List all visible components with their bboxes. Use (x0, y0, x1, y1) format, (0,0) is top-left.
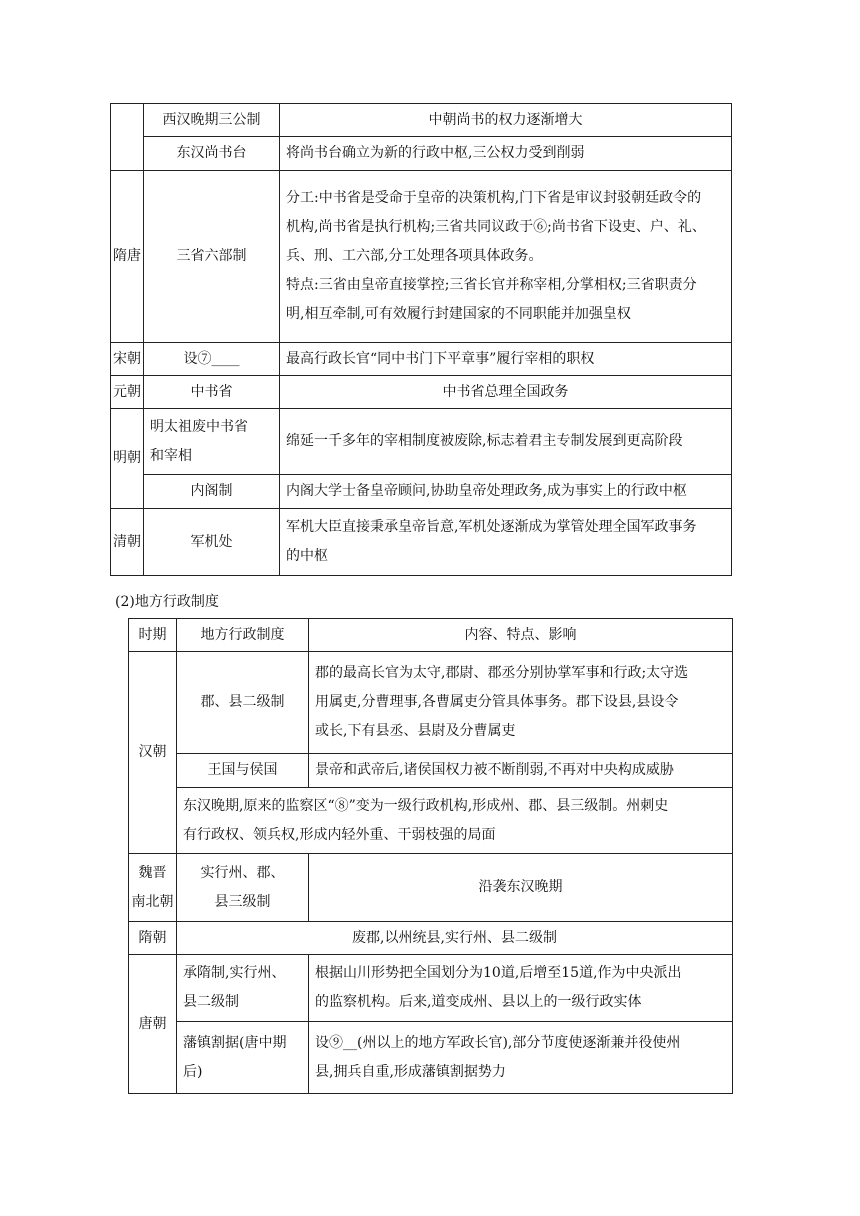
column-header: 地方行政制度 (177, 619, 309, 652)
text-line: 县三级制 (214, 893, 271, 910)
system-cell: 中书省 (144, 376, 280, 409)
text-line: 藩镇割据(唐中期 (183, 1034, 287, 1051)
table-row (129, 922, 733, 955)
table-row (129, 955, 733, 1022)
system-cell: 西汉晚期三公制 (144, 104, 280, 137)
period-cell: 隋唐 (111, 171, 144, 343)
content-cell: 绵延一千多年的宰相制度被废除,标志着君主专制发展到更高阶段 (280, 409, 732, 475)
text-line: 魏晋 (138, 864, 167, 881)
content-cell: 最高行政长官“同中书门下平章事”履行宰相的职权 (280, 343, 732, 376)
column-header: 时期 (129, 619, 177, 652)
table-row (129, 652, 733, 754)
text-line: 根据山川形势把全国划分为10道,后增至15道,作为中央派出 (315, 965, 682, 981)
content-cell: 将尚书台确立为新的行政中枢,三公权力受到削弱 (280, 137, 732, 171)
text-line: 设⑨__(州以上的地方军政长官),部分节度使逐渐兼并役使州 (315, 1034, 681, 1051)
text-line: 郡的最高长官为太守,郡尉、郡丞分别协掌军事和行政;太守选 (315, 665, 689, 681)
content-cell (309, 955, 733, 1022)
period-cell: 隋朝 (129, 922, 177, 955)
content-cell: 中朝尚书的权力逐渐增大 (280, 104, 732, 137)
text-line: 的监察机构。后来,道变成州、县以上的一级行政实体 (315, 994, 642, 1010)
system-cell (177, 854, 309, 922)
text-line: 承隋制,实行州、 (183, 965, 286, 981)
text-line: 军机大臣直接秉承皇帝旨意,军机处逐渐成为掌管处理全国军政事务 (286, 519, 697, 535)
table-row (129, 754, 733, 788)
period-cell: 唐朝 (129, 955, 177, 1094)
content-cell: 废郡,以州统县,实行州、县二级制 (177, 922, 733, 955)
table-row (111, 376, 732, 409)
table-row (111, 343, 732, 376)
text-line: 南北朝 (131, 893, 174, 910)
content-cell (177, 788, 733, 854)
table-row (129, 1022, 733, 1094)
text-line: 兵、刑、工六部,分工处理各项具体政务。 (286, 248, 543, 264)
table-row (111, 475, 732, 509)
period-cell: 清朝 (111, 509, 144, 576)
content-cell: 中书省总理全国政务 (280, 376, 732, 409)
text-line: 机构,尚书省是执行机构;三省共同议政于⑥;尚书省下设吏、户、礼、 (286, 219, 706, 235)
system-cell: 设⑦____ (144, 343, 280, 376)
text-line: 后) (183, 1063, 203, 1080)
system-cell: 郡、县二级制 (177, 652, 309, 754)
content-cell (280, 171, 732, 343)
text-line: 明太祖废中书省 (150, 418, 248, 435)
system-cell: 军机处 (144, 509, 280, 576)
text-line: 分工:中书省是受命于皇帝的决策机构,门下省是审议封驳朝廷政令的 (286, 190, 702, 206)
content-cell: 内阁大学士备皇帝顾问,协助皇帝处理政务,成为事实上的行政中枢 (280, 475, 732, 509)
system-cell: 内阁制 (144, 475, 280, 509)
table-row (111, 171, 732, 343)
system-cell (144, 409, 280, 475)
system-cell: 三省六部制 (144, 171, 280, 343)
text-line: 用属吏,分曹理事,各曹属吏分管具体事务。郡下设县,县设令 (315, 694, 679, 710)
text-line: 特点:三省由皇帝直接掌控;三省长官并称宰相,分掌相权;三省职责分 (286, 277, 697, 293)
text-line: 有行政权、领兵权,形成内轻外重、干弱枝强的局面 (183, 826, 496, 843)
system-cell (177, 1022, 309, 1094)
text-line: 的中枢 (286, 548, 328, 564)
text-line: 或长,下有县丞、县尉及分曹属吏 (315, 723, 516, 739)
period-cell: 汉朝 (129, 652, 177, 854)
table-header-row (129, 619, 733, 652)
table-row (111, 137, 732, 171)
text-line: 县,拥兵自重,形成藩镇割据势力 (315, 1063, 506, 1080)
content-cell: 沿袭东汉晚期 (309, 854, 733, 922)
text-line: 县二级制 (183, 994, 239, 1010)
text-line: 明,相互牵制,可有效履行封建国家的不同职能并加强皇权 (286, 306, 631, 322)
period-cell: 元朝 (111, 376, 144, 409)
table-row (129, 788, 733, 854)
period-cell (129, 854, 177, 922)
section-caption: (2)地方行政制度 (115, 594, 219, 610)
text-line: 实行州、郡、 (200, 864, 285, 881)
period-cell: 宋朝 (111, 343, 144, 376)
text-line: 和宰相 (150, 447, 192, 464)
text-line: 东汉晚期,原来的监察区“⑧”变为一级行政机构,形成州、郡、县三级制。州刺史 (183, 797, 669, 814)
content-cell: 景帝和武帝后,诸侯国权力被不断削弱,不再对中央构成威胁 (309, 754, 733, 788)
system-cell (177, 955, 309, 1022)
table-row (111, 509, 732, 576)
table-row (111, 409, 732, 475)
period-cell: 明朝 (111, 409, 144, 509)
content-cell (309, 1022, 733, 1094)
system-cell: 王国与侯国 (177, 754, 309, 788)
table-row (111, 104, 732, 137)
table-row (129, 854, 733, 922)
column-header: 内容、特点、影响 (309, 619, 733, 652)
local-system-table (128, 618, 733, 1094)
content-cell (280, 509, 732, 576)
system-cell: 东汉尚书台 (144, 137, 280, 171)
content-cell (309, 652, 733, 754)
period-cell (111, 104, 144, 171)
central-system-table (110, 103, 732, 576)
